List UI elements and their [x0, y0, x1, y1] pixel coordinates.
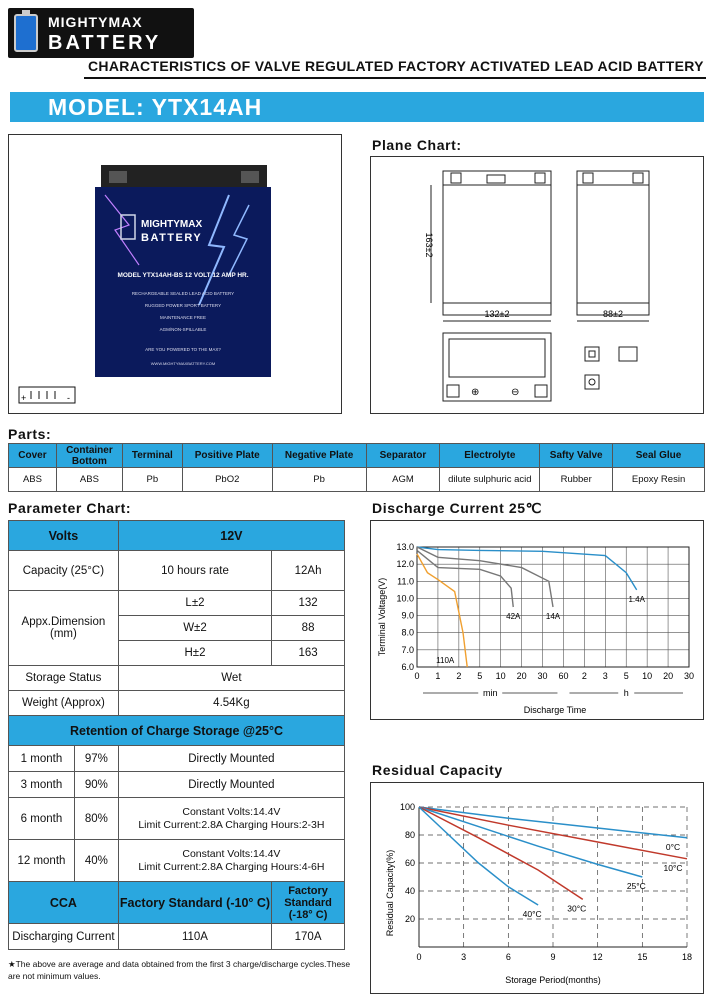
- parts-value: Rubber: [540, 468, 613, 492]
- photo-sub-3: MAINTENANCE FREE: [159, 315, 207, 320]
- series-line: [417, 547, 553, 607]
- x-tick-label: 9: [550, 952, 556, 962]
- product-photo-panel: [8, 134, 342, 414]
- series-label: 0°C: [665, 841, 681, 852]
- parts-header: Negative Plate: [272, 444, 366, 468]
- discharging-current-label: Discharging Current: [9, 924, 119, 950]
- series-line: [419, 807, 538, 905]
- retention-period: 3 month: [9, 772, 75, 798]
- retention-condition: [118, 840, 344, 882]
- retention-condition: Directly Mounted: [118, 772, 344, 798]
- dimension-value: 132: [272, 591, 345, 616]
- dimension-key: L±2: [118, 591, 271, 616]
- x-tick-label: 18: [681, 952, 693, 962]
- residual-chart: [371, 783, 703, 993]
- retention-period: 12 month: [9, 840, 75, 882]
- x-tick-label: 6: [505, 952, 511, 962]
- discharge-chart-title: Discharge Current 25℃: [372, 500, 542, 516]
- weight-value: 4.54Kg: [118, 691, 344, 716]
- photo-url: WWW.MIGHTYMAXBATTERY.COM: [150, 361, 216, 366]
- cca-label: CCA: [9, 882, 119, 924]
- parameter-chart-title: Parameter Chart:: [8, 500, 132, 516]
- factory-standard-18: Factory Standard (-18° C): [272, 882, 345, 924]
- x-tick-label: 60: [558, 671, 569, 681]
- parts-value: AGM: [366, 468, 440, 492]
- parts-header: Terminal: [122, 444, 182, 468]
- retention-period: 1 month: [9, 746, 75, 772]
- x-tick-label: 5: [623, 671, 629, 681]
- x-unit-label: min: [482, 688, 498, 698]
- residual-x-label: Storage Period(months): [505, 975, 601, 985]
- svg-text:+: +: [21, 393, 27, 403]
- capacity-rate: 10 hours rate: [118, 551, 271, 591]
- photo-sub-2: RUGGED POWER SPORT BATTERY: [144, 303, 222, 308]
- footnote: ★The above are average and data obtained from the first 3 charge/discharge cycles.These are not minimum values.: [8, 959, 351, 981]
- y-tick-label: 60: [404, 858, 415, 868]
- retention-percent: 97%: [74, 746, 118, 772]
- parts-header: Container Bottom: [56, 444, 122, 468]
- residual-chart-title: Residual Capacity: [372, 762, 503, 778]
- discharge-y-label: Terminal Voltage(V): [377, 577, 387, 657]
- retention-line-1: Constant Volts:14.4V: [182, 847, 281, 860]
- parameter-table: [8, 520, 345, 950]
- series-label: 30°C: [567, 903, 587, 914]
- series-label: 1.4A: [628, 594, 645, 604]
- y-tick-label: 40: [404, 886, 415, 896]
- photo-brand-2: BATTERY: [141, 232, 203, 244]
- photo-sub-1: RECHARGEABLE SEALED LEAD ACID BATTERY: [131, 291, 235, 296]
- x-tick-label: 12: [592, 952, 603, 962]
- logo-line-1: MIGHTYMAX: [48, 14, 143, 30]
- x-tick-label: 30: [683, 671, 695, 681]
- page-headline: CHARACTERISTICS OF VALVE REGULATED FACTORY ACTIVATED LEAD ACID BATTERY: [88, 58, 704, 74]
- parts-value: PbO2: [182, 468, 272, 492]
- weight-label: Weight (Approx): [9, 691, 119, 716]
- photo-model-label: MODEL YTX14AH-BS 12 VOLT 12 AMP HR.: [117, 272, 249, 279]
- parts-header: Separator: [366, 444, 440, 468]
- series-label: 110A: [436, 656, 455, 665]
- storage-label: Storage Status: [9, 666, 119, 691]
- plane-chart-title: Plane Chart:: [372, 137, 462, 153]
- retention-period: 6 month: [9, 798, 75, 840]
- series-label: 25°C: [626, 881, 646, 891]
- storage-value: Wet: [118, 666, 344, 691]
- parts-header: Safty Valve: [540, 444, 613, 468]
- parts-value: Pb: [122, 468, 182, 492]
- x-tick-label: 0: [414, 671, 420, 681]
- discharging-current-18: 170A: [272, 924, 345, 950]
- series-label: 40°C: [522, 909, 542, 919]
- brand-logo: [8, 8, 194, 58]
- x-tick-label: 3: [461, 952, 467, 962]
- parts-value: dilute sulphuric acid: [440, 468, 540, 492]
- y-tick-label: 8.0: [401, 627, 414, 638]
- dimension-value: 88: [272, 616, 345, 641]
- parts-title: Parts:: [8, 426, 52, 442]
- x-tick-label: 3: [602, 671, 608, 681]
- series-line: [419, 807, 583, 899]
- plane-chart-panel: [370, 156, 704, 414]
- residual-chart-panel: [370, 782, 704, 994]
- parts-header: Electrolyte: [440, 444, 540, 468]
- y-tick-label: 7.0: [401, 644, 414, 655]
- parts-header-row: [9, 444, 705, 468]
- x-tick-label: 15: [637, 952, 648, 962]
- width-dimension: 88±2: [603, 309, 623, 319]
- model-banner: [10, 92, 704, 122]
- discharge-x-label: Discharge Time: [523, 705, 587, 715]
- y-tick-label: 9.0: [401, 610, 414, 621]
- y-tick-label: 6.0: [401, 662, 414, 672]
- series-label: 42A: [506, 612, 521, 621]
- dimension-key: H±2: [118, 641, 271, 666]
- retention-condition: [118, 798, 344, 840]
- logo-line-2: BATTERY: [48, 32, 162, 54]
- retention-line-1: Constant Volts:14.4V: [182, 805, 281, 818]
- parts-value: ABS: [9, 468, 57, 492]
- dimension-label: Appx.Dimension (mm): [9, 591, 119, 666]
- svg-text:-: -: [67, 393, 70, 403]
- x-tick-label: 1: [435, 671, 441, 681]
- plane-chart-drawing: [371, 157, 703, 413]
- x-tick-label: 2: [581, 671, 587, 681]
- length-dimension: 132±2: [484, 309, 510, 319]
- series-label: 14A: [545, 612, 561, 621]
- x-tick-label: 2: [456, 671, 462, 681]
- residual-y-label: Residual Capacity(%): [385, 849, 395, 937]
- y-tick-label: 12.0: [396, 559, 414, 570]
- capacity-label: Capacity (25°C): [9, 551, 119, 591]
- height-dimension: 163±2: [424, 232, 434, 258]
- y-tick-label: 13.0: [396, 542, 414, 552]
- retention-title: Retention of Charge Storage @25°C: [9, 716, 345, 746]
- parts-value: ABS: [56, 468, 122, 492]
- retention-line-2: Limit Current:2.8A Charging Hours:4-6H: [138, 860, 325, 873]
- volts-value: 12V: [118, 521, 344, 551]
- svg-text:⊕: ⊕: [471, 387, 480, 398]
- x-tick-label: 10: [495, 671, 506, 681]
- x-tick-label: 30: [537, 671, 548, 681]
- discharge-chart: [371, 521, 703, 719]
- y-tick-label: 20: [404, 914, 415, 924]
- parts-value: Epoxy Resin: [613, 468, 705, 492]
- x-tick-label: 0: [416, 952, 422, 962]
- parts-table: [8, 443, 705, 492]
- x-unit-label: h: [623, 688, 629, 698]
- capacity-value: 12Ah: [272, 551, 345, 591]
- y-tick-label: 11.0: [397, 576, 414, 587]
- parts-header: Cover: [9, 444, 57, 468]
- x-tick-label: 20: [663, 671, 674, 681]
- y-tick-label: 80: [404, 830, 415, 840]
- retention-percent: 40%: [74, 840, 118, 882]
- discharging-current-10: 110A: [118, 924, 271, 950]
- photo-brand-1: MIGHTYMAX: [141, 219, 203, 230]
- dimension-value: 163: [272, 641, 345, 666]
- volts-label: Volts: [9, 521, 119, 551]
- retention-percent: 80%: [74, 798, 118, 840]
- retention-percent: 90%: [74, 772, 118, 798]
- parts-header: Seal Glue: [613, 444, 705, 468]
- retention-condition: Directly Mounted: [118, 746, 344, 772]
- x-tick-label: 10: [642, 671, 653, 681]
- y-tick-label: 100: [399, 802, 415, 812]
- photo-sub-4: AGM/NON-SPILLABLE: [159, 327, 207, 332]
- y-tick-label: 10.0: [396, 593, 414, 604]
- model-title: MODEL: YTX14AH: [48, 94, 263, 120]
- parts-value-row: [9, 468, 705, 492]
- series-label: 10°C: [663, 862, 683, 873]
- parts-header: Positive Plate: [182, 444, 272, 468]
- factory-standard-10: Factory Standard (-10° C): [118, 882, 271, 924]
- x-tick-label: 5: [477, 671, 483, 681]
- x-tick-label: 20: [516, 671, 527, 681]
- headline-rule: [84, 77, 706, 79]
- discharge-chart-panel: [370, 520, 704, 720]
- retention-line-2: Limit Current:2.8A Charging Hours:2-3H: [138, 818, 325, 831]
- photo-sub-5: ARE YOU POWERED TO THE MAX?: [145, 347, 221, 352]
- dimension-key: W±2: [118, 616, 271, 641]
- svg-text:⊖: ⊖: [511, 387, 520, 398]
- parts-value: Pb: [272, 468, 366, 492]
- battery-icon: [14, 14, 38, 52]
- battery-product-image: [9, 135, 341, 413]
